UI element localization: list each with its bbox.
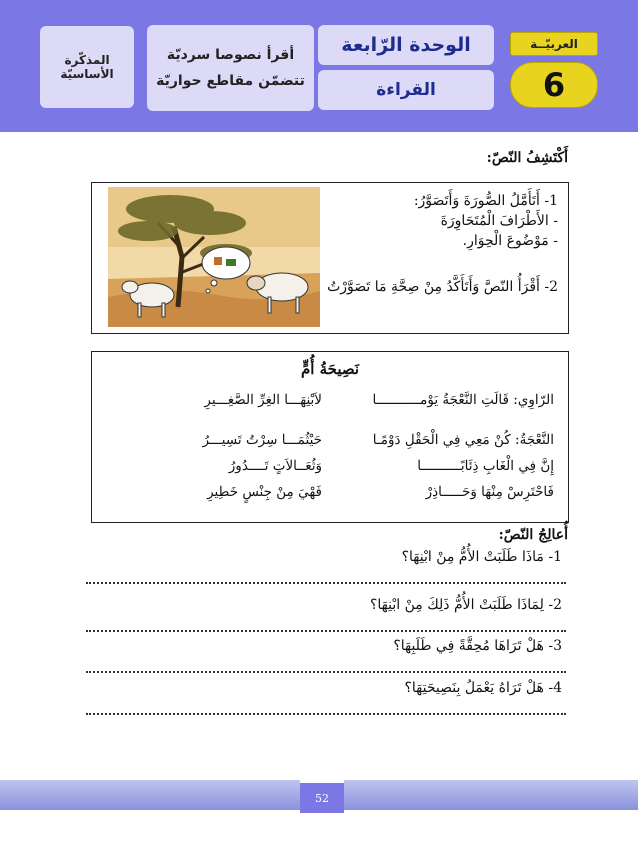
question-3: 3- هَلْ تَرَاهَا مُحِقَّةً فِي طَلَبِهَا؟ [393, 638, 562, 654]
answer-line-1[interactable] [86, 574, 566, 584]
verse-right: فَاحْتَرِسْ مِنْهَا وَحَـــــاذِرْ [425, 484, 554, 500]
discover-title: أَكْتَشِفُ النّصّ: [486, 150, 568, 166]
discover-questions [308, 191, 558, 297]
question-2: 2- لِمَاذَا طَلَبَتْ الأُمُّ ذَلِكَ مِنْ ابْنِهَا؟ [369, 597, 562, 613]
verse-left: وَثُعَــالاَتٍ تَــــدُورُ [228, 458, 322, 474]
verse-right: النَّعْجَةُ: كُنْ مَعِي فِي الْحَقْلِ دَوْمًـا [372, 432, 554, 448]
sheep-illustration [108, 187, 320, 327]
lesson-title: أقرأ نصوصا سرديّة تتضمّن مقاطع حواريّة [147, 25, 314, 111]
answer-line-2[interactable] [86, 622, 566, 632]
answer-line-4[interactable] [86, 705, 566, 715]
verse-left: حَيْثُمَـــا سِرْتُ تَسِيـــرُ [202, 432, 322, 448]
poem-title: نَصِيحَةُ أُمٍّ [300, 360, 360, 378]
question-1: 1- مَاذَا طَلَبَتْ الأُمُّ مِنْ ابْنِهَا؟ [401, 549, 562, 565]
question-4: 4- هَلْ تَرَاهُ يَعْمَلُ بِنَصِيحَتِهَا؟ [404, 680, 562, 696]
verse-left: فَهْيَ مِنْ جِنْسٍ خَطِيرِ [207, 484, 322, 500]
discover-q1-a: - الأَطْرَافَ الْمُتَحَاوِرَةَ [440, 213, 558, 229]
reading-label: القراءة [318, 70, 494, 110]
verse-right: إِنَّ فِي الْغَابِ ذِئَابًــــــــــا [417, 458, 554, 474]
discover-q1-b: - مَوْضُوعَ الْحِوَارِ. [462, 233, 558, 249]
discover-q2: 2- أَقْرَأُ النّصَّ وَأَتَأَكَّدُ مِنْ صِحَّةِ مَا تَصَوَّرْتُ [327, 279, 558, 295]
guide-label: المذكّرة الأساسيّة [40, 26, 134, 108]
verse-right: الرّاوِي: قَالَتِ النَّعْجَةُ يَوْمـــــــــــا [372, 392, 554, 408]
unit-number-badge: 6 [510, 62, 598, 108]
discover-box [91, 182, 569, 334]
page-number: 52 [300, 783, 344, 813]
discover-q1: 1- أَتَأَمَّلُ الصُّورَةَ وَأَتَصَوَّرُ: [413, 193, 558, 209]
verse-left: لاَبْنِهَـــا الغِرِّ الصَّغِـــيرِ [204, 392, 322, 408]
treat-title: أُعالِجُ النّصّ: [498, 527, 568, 543]
unit-label: الوحدة الرّابعة [318, 25, 494, 65]
answer-line-3[interactable] [86, 663, 566, 673]
poem-box [91, 351, 569, 523]
subject-tag: العربيّــة [510, 32, 598, 56]
